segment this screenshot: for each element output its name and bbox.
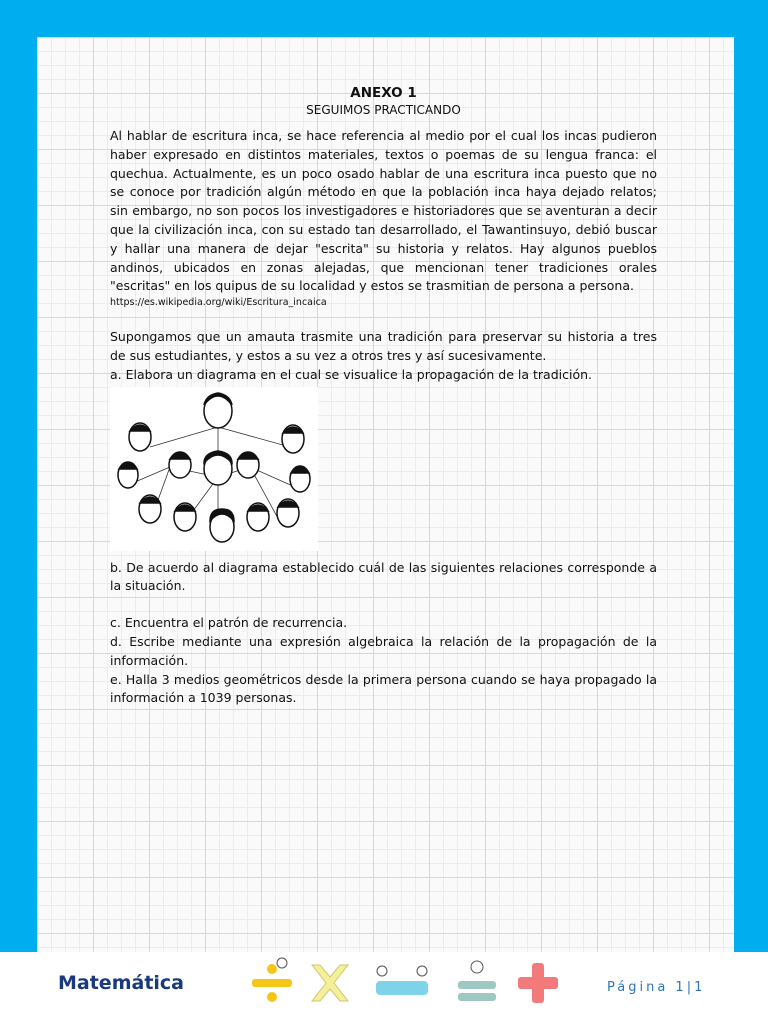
plus-icon	[518, 963, 558, 1003]
faces	[118, 393, 310, 542]
document-subtitle: SEGUIMOS PRACTICANDO	[306, 103, 461, 117]
problem-statement: Supongamos que un amauta trasmite una tradición para preservar su historia a tres de sus estudiantes, y estos a su vez a otros tres y así sucesivamente.	[110, 329, 657, 363]
item-a: a. Elabora un diagrama en el cual se visualice la propagación de la tradición.	[110, 366, 593, 382]
propagation-illustration	[110, 387, 318, 551]
item-b: b. De acuerdo al diagrama establecido cuál de las siguientes relaciones corresponde a la situación.	[110, 559, 657, 594]
document-title: ANEXO 1	[350, 85, 417, 101]
multiply-icon	[312, 965, 348, 1001]
math-operators-decoration	[250, 955, 560, 1007]
minus-icon	[376, 966, 428, 995]
source-link: https://es.wikipedia.org/wiki/Escritura_incaica	[110, 297, 327, 309]
document-body	[110, 84, 657, 708]
item-e: e. Halla 3 medios geométricos desde la primera persona cuando se haya propagado la información a 1039 personas.	[110, 671, 657, 706]
item-c: c. Encuentra el patrón de recurrencia.	[110, 615, 348, 631]
page-number: Página 1|1	[607, 980, 706, 995]
equals-icon	[458, 961, 496, 1001]
item-d: d. Escribe mediante una expresión algebraica la relación de la propagación de la información.	[110, 633, 657, 668]
plus-division-icon	[252, 958, 292, 1002]
intro-paragraph: Al hablar de escritura inca, se hace referencia al medio por el cual los incas pudieron haber expresado en distintos materiales, textos o poemas de su lengua franca: el quechua. Actualmente, es un poco osado hablar de una escritura inca puesto que no se conoce por tradición algún método en que la población inca haya dejado relatos; sin embargo, no son pocos los investigadores e historiadores que se aventuran a decir que la civilización inca, con su estado tan desarrollado, el Tawantinsuyo, debió buscar y hallar una manera de dejar "escrita" su historia y relatos. Hay algunos pueblos andinos, ubicados en zonas alejadas, que mencionan tener tradiciones orales "escritas" en los quipus de su localidad y estos se trasmitian de persona a persona.	[110, 128, 657, 294]
footer-subject: Matemática	[58, 972, 184, 994]
